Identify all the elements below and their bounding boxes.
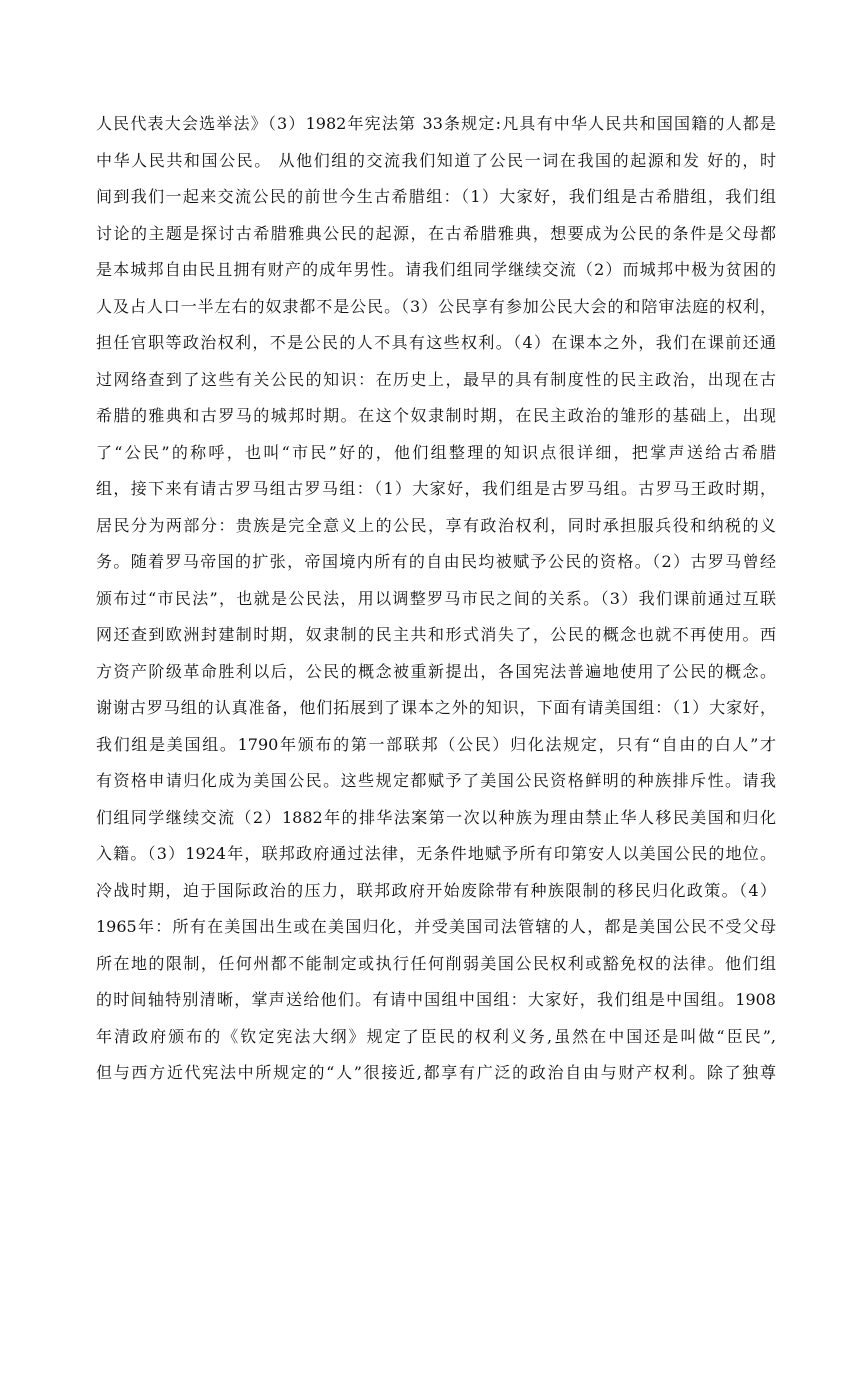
text-line: 是本城邦自由民且拥有财产的成年男性。请我们组同学继续交流（2）而城邦中极为贫困的 bbox=[96, 260, 776, 279]
text-line: 所在地的限制，任何州都不能制定或执行任何削弱美国公民权利或豁免权的法律。他们组 bbox=[96, 953, 776, 973]
text-line: 网还查到欧洲封建制时期，奴隶制的民主共和形式消失了，公民的概念也就不再使用。西 bbox=[96, 625, 776, 644]
text-line: 我们组是美国组。1790年颁布的第一部联邦（公民）归化法规定，只有“自由的白人”才 bbox=[96, 734, 776, 754]
text-line: 入籍。（3）1924年，联邦政府通过法律，无条件地赋予所有印第安人以美国公民的地位。 bbox=[96, 844, 776, 863]
text-line: 组，接下来有请古罗马组古罗马组：（1）大家好，我们组是古罗马组。古罗马王政时期， bbox=[96, 479, 776, 498]
text-line: 方资产阶级革命胜利以后，公民的概念被重新提出，各国宪法普遍地使用了公民的概念。 bbox=[96, 661, 776, 681]
text-line: 的时间轴特别清晰，掌声送给他们。有请中国组中国组：大家好，我们组是中国组。1908 bbox=[96, 990, 776, 1009]
text-line: 1965年：所有在美国出生或在美国归化，并受美国司法管辖的人，都是美国公民不受父母 bbox=[96, 917, 776, 936]
text-line: 中华人民共和国公民。 从他们组的交流我们知道了公民一词在我国的起源和发 好的，时 bbox=[96, 150, 776, 170]
text-line: 有资格申请归化成为美国公民。这些规定都赋予了美国公民资格鲜明的种族排斥性。请我 bbox=[96, 771, 776, 790]
text-line: 谢谢古罗马组的认真准备，他们拓展到了课本之外的知识，下面有请美国组：（1）大家好， bbox=[96, 698, 776, 717]
text-line: 过网络查到了这些有关公民的知识：在历史上，最早的具有制度性的民主政治，出现在古 bbox=[96, 369, 776, 389]
text-line: 人民代表大会选举法》（3）1982年宪法第 33条规定:凡具有中华人民共和国国籍的人都是 bbox=[96, 114, 776, 133]
text-line: 年清政府颁布的《钦定宪法大纲》规定了臣民的权利义务,虽然在中国还是叫做“臣民”, bbox=[96, 1026, 776, 1046]
text-line: 务。随着罗马帝国的扩张，帝国境内所有的自由民均被赋予公民的资格。（2）古罗马曾经 bbox=[96, 552, 776, 571]
text-line: 间到我们一起来交流公民的前世今生古希腊组：（1）大家好，我们组是古希腊组，我们组 bbox=[96, 187, 776, 206]
text-line: 担任官职等政治权利，不是公民的人不具有这些权利。（4）在课本之外，我们在课前还通 bbox=[96, 333, 776, 352]
text-line: 讨论的主题是探讨古希腊雅典公民的起源，在古希腊雅典，想要成为公民的条件是父母都 bbox=[96, 223, 776, 243]
text-line: 人及占人口一半左右的奴隶都不是公民。（3）公民享有参加公民大会的和陪审法庭的权利， bbox=[96, 296, 776, 316]
text-line: 们组同学继续交流（2）1882年的排华法案第一次以种族为理由禁止华人移民美国和归化 bbox=[96, 807, 776, 827]
text-line: 冷战时期，迫于国际政治的压力，联邦政府开始废除带有种族限制的移民归化政策。（4） bbox=[96, 880, 776, 900]
document-body-text bbox=[96, 106, 776, 1092]
text-line: 希腊的雅典和古罗马的城邦时期。在这个奴隶制时期，在民主政治的雏形的基础上，出现 bbox=[96, 406, 776, 425]
text-line: 居民分为两部分：贵族是完全意义上的公民，享有政治权利，同时承担服兵役和纳税的义 bbox=[96, 515, 776, 535]
text-line: 颁布过“市民法”，也就是公民法，用以调整罗马市民之间的关系。（3）我们课前通过互联 bbox=[96, 588, 776, 608]
text-line: 了“公民”的称呼，也叫“市民”好的，他们组整理的知识点很详细，把掌声送给古希腊 bbox=[96, 442, 776, 462]
text-line: 但与西方近代宪法中所规定的“人”很接近,都享有广泛的政治自由与财产权利。除了独尊 bbox=[96, 1063, 776, 1082]
